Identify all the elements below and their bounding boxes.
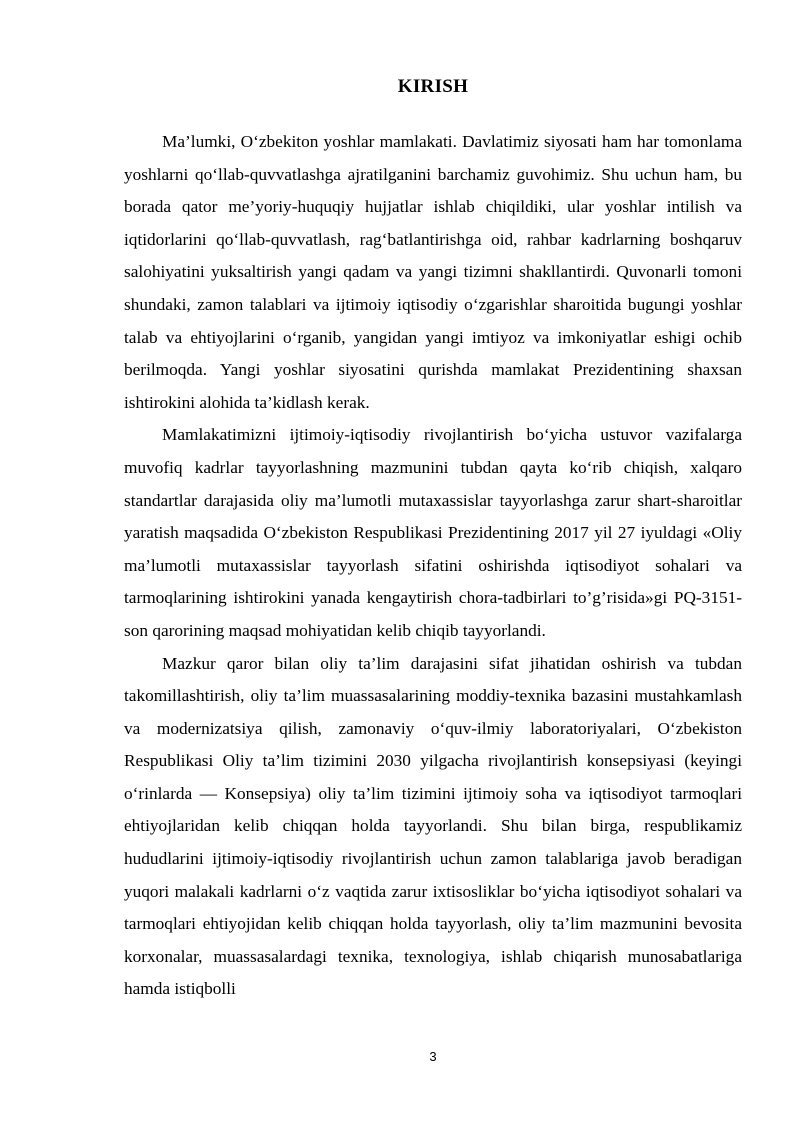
body-text [124, 126, 742, 1006]
paragraph-1: Ma’lumki, O‘zbekiton yoshlar mamlakati. Davlatimiz siyosati ham har tomonlama yoshlarni qo‘llab-quvvatlashga ajratilganini barchamiz guvohimiz. Shu uchun ham, bu borada qator me’yoriy-huquqiy hujjatlar ishlab chiqildiki, ular yoshlar intilish va iqtidorlarini qo‘llab-quvvatlash, rag‘batlantirishga oid, rahbar kadrlarning boshqaruv salohiyatini yuksaltirish yangi qadam va yangi tizimni shakllantirdi. Quvonarli tomoni shundaki, zamon talablari va ijtimoiy iqtisodiy o‘zgarishlar sharoitida bugungi yoshlar talab va ehtiyojlarini o‘rganib, yangidan yangi imtiyoz va imkoniyatlar eshigi ochib berilmoqda. Yangi yoshlar siyosatini qurishda mamlakat Prezidentining shaxsan ishtirokini alohida ta’kidlash kerak. [124, 132, 742, 412]
page-title: KIRISH [397, 76, 469, 97]
page-number: 3 [429, 1049, 437, 1064]
paragraph-2: Mamlakatimizni ijtimoiy-iqtisodiy rivojlantirish bo‘yicha ustuvor vazifalarga muvofiq kadrlar tayyorlashning mazmunini tubdan qayta ko‘rib chiqish, xalqaro standartlar darajasida oliy ma’lumotli mutaxassislar tayyorlashga zarur shart-sharoitlar yaratish maqsadida O‘zbekiston Respublikasi Prezidentining 2017 yil 27 iyuldagi «Oliy ma’lumotli mutaxassislar tayyorlash sifatini oshirishda iqtisodiyot sohalari va tarmoqlarining ishtirokini yanada kengaytirish chora-tadbirlari to’g’risida»gi PQ-3151- son qarorining maqsad mohiyatidan kelib chiqib tayyorlandi. [124, 425, 742, 640]
paragraph-3: Mazkur qaror bilan oliy ta’lim darajasini sifat jihatidan oshirish va tubdan takomillashtirish, oliy ta’lim muassasalarining moddiy-texnika bazasini mustahkamlash va modernizatsiya qilish, zamonaviy o‘quv-ilmiy laboratoriyalari, O‘zbekiston Respublikasi Oliy ta’lim tizimini 2030 yilgacha rivojlantirish konsepsiyasi (keyingi o‘rinlarda — Konsepsiya) oliy ta’lim tizimini ijtimoiy soha va iqtisodiyot tarmoqlari ehtiyojlaridan kelib chiqqan holda tayyorlandi. Shu bilan birga, respublikamiz hududlarini ijtimoiy-iqtisodiy rivojlantirish uchun zamon talablariga javob beradigan yuqori malakali kadrlarni o‘z vaqtida zarur ixtisosliklar bo‘yicha iqtisodiyot sohalari va tarmoqlari ehtiyojidan kelib chiqqan holda tayyorlash, oliy ta’lim mazmunini bevosita korxonalar, muassasalardagi texnika, texnologiya, ishlab chiqarish munosabatlariga hamda istiqbolli [124, 653, 742, 999]
